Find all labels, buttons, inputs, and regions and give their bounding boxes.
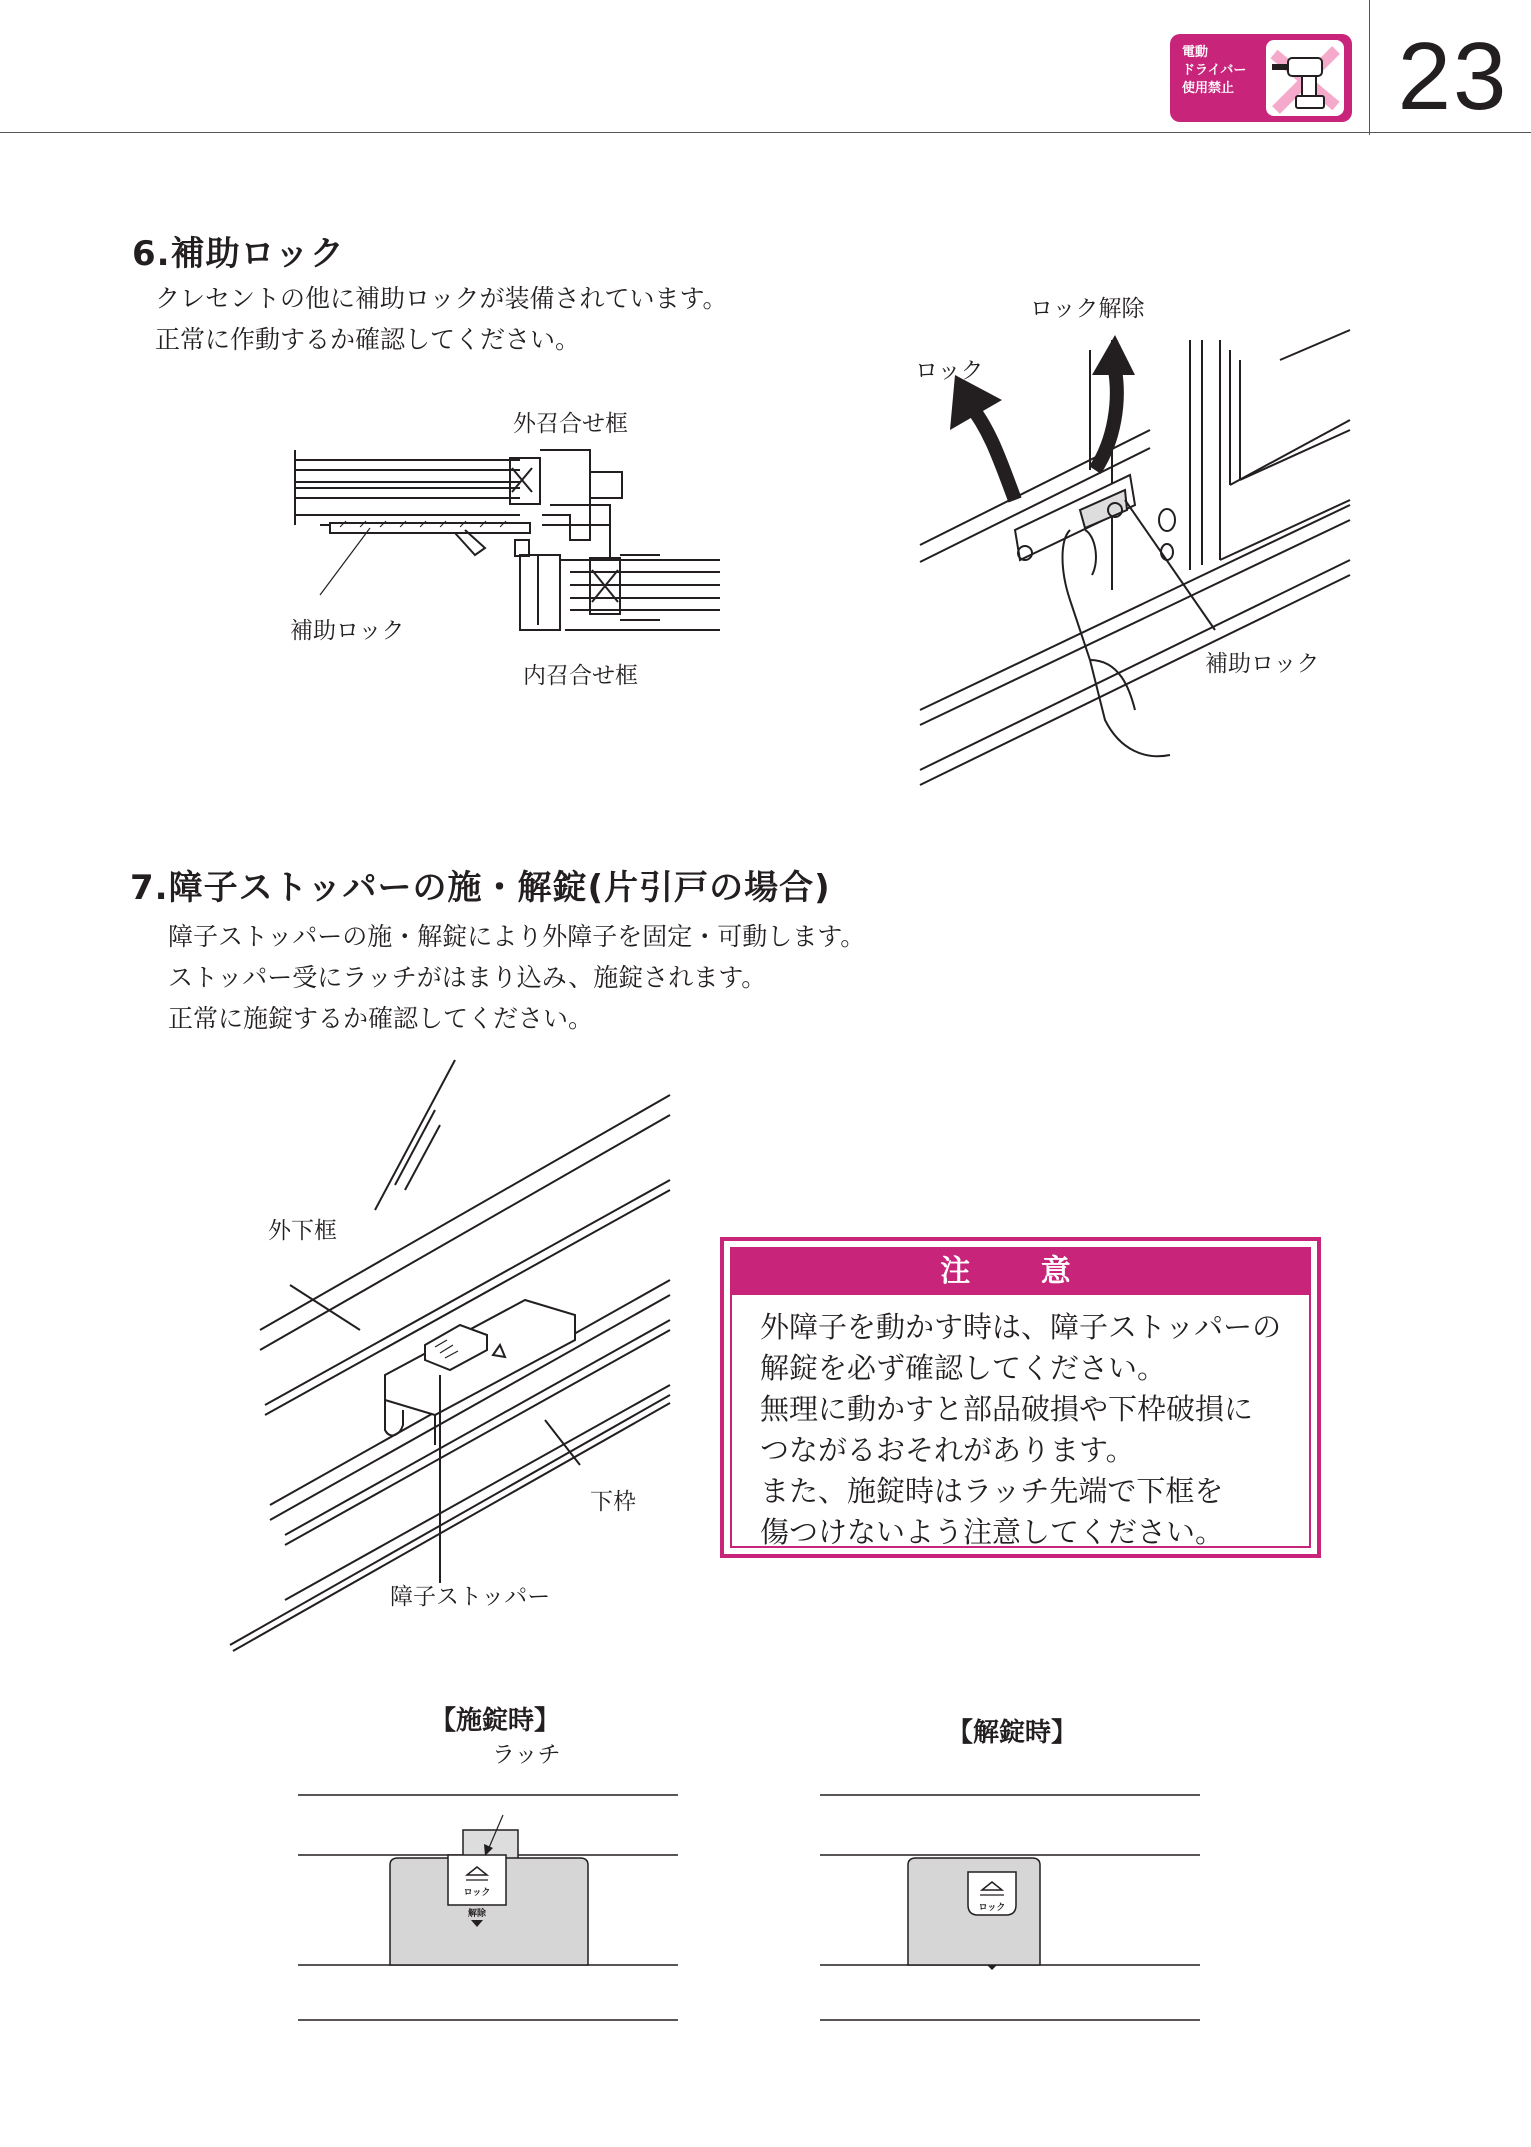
section6-title: 6.補助ロック <box>132 234 345 274</box>
caution-line: つながるおそれがあります。 <box>760 1433 1135 1467</box>
outer-frame-label: 外召合せ框 <box>513 411 628 437</box>
section7-line-3: 正常に施錠するか確認してください。 <box>168 1004 594 1033</box>
badge-text: 電動 ドライバー 使用禁止 <box>1182 45 1247 96</box>
section7-title: 7.障子ストッパーの施・解錠(片引戸の場合) <box>130 868 831 908</box>
section7-line-2: ストッパー受にラッチがはまり込み、施錠されます。 <box>168 963 767 992</box>
unlocked-state-diagram <box>820 1770 1205 2030</box>
caution-line: 外障子を動かす時は、障子ストッパーの <box>760 1310 1282 1344</box>
unlock-label: ロック解除 <box>1030 296 1145 322</box>
caution-box <box>720 1237 1321 1558</box>
caution-line: また、施錠時はラッチ先端で下框を <box>760 1474 1224 1508</box>
aux-lock-photo-label: 補助ロック <box>1205 651 1320 677</box>
caution-text <box>760 1307 1281 1553</box>
locked-release-mark: 解除 <box>467 1909 487 1919</box>
no-power-driver-badge <box>1170 34 1352 122</box>
no-power-drill-icon <box>1266 40 1344 116</box>
locked-title: 【施錠時】 <box>430 1706 561 1736</box>
stopper-illustration <box>225 1055 685 1655</box>
outer-sill-label: 外下框 <box>268 1218 337 1244</box>
page-number: 23 <box>1397 23 1509 130</box>
caution-line: 傷つけないよう注意してください。 <box>760 1515 1225 1549</box>
inner-frame-label: 内召合せ框 <box>523 663 638 689</box>
unlocked-lock-mark: ロック <box>978 1903 1006 1913</box>
stopper-label: 障子ストッパー <box>390 1584 551 1610</box>
latch-label: ラッチ <box>492 1742 561 1768</box>
caution-title: 注 意 <box>732 1249 1309 1295</box>
caution-line: 無理に動かすと部品破損や下枠破損に <box>760 1392 1254 1426</box>
locked-state-diagram <box>298 1770 683 2030</box>
section6-line-2: 正常に作動するか確認してください。 <box>155 325 581 354</box>
header-divider <box>1369 0 1370 135</box>
section7-line-1: 障子ストッパーの施・解錠により外障子を固定・可動します。 <box>168 922 866 951</box>
caution-line: 解錠を必ず確認してください。 <box>760 1351 1167 1385</box>
lower-frame-label: 下枠 <box>590 1489 636 1515</box>
section6-line-1: クレセントの他に補助ロックが装備されています。 <box>155 284 728 313</box>
locked-lock-mark: ロック <box>463 1888 491 1898</box>
aux-lock-diagram-label: 補助ロック <box>290 618 405 644</box>
lock-label: ロック <box>915 358 984 384</box>
aux-lock-illustration <box>920 330 1360 790</box>
unlocked-title: 【解錠時】 <box>947 1718 1078 1748</box>
caution-frame <box>730 1247 1311 1548</box>
header-rule <box>0 132 1531 133</box>
